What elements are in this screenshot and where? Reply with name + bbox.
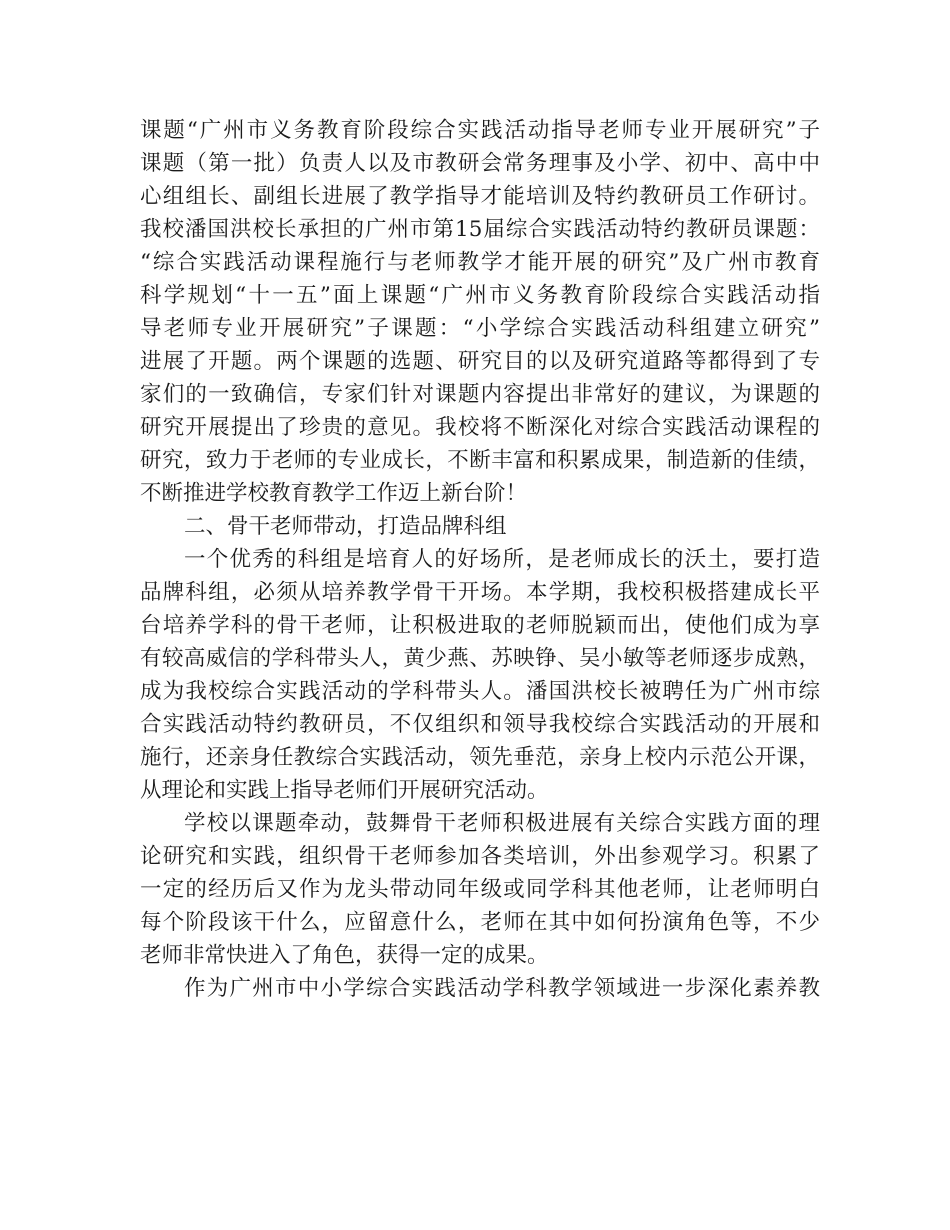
text-line: 研究，致力于老师的专业成长，不断丰富和积累成果，制造新的佳绩，	[140, 448, 820, 473]
text-line: 不断推进学校教育教学工作迈上新台阶！	[140, 481, 528, 506]
document-body	[140, 114, 820, 1005]
text-line: 每个阶段该干什么，应留意什么，老师在其中如何扮演角色等，不少	[140, 910, 820, 935]
text-line: 导老师专业开展研究”子课题：“小学综合实践活动科组建立研究”	[140, 316, 820, 341]
text-line: “综合实践活动课程施行与老师教学才能开展的研究”及广州市教育	[140, 250, 820, 275]
text-line: 合实践活动特约教研员，不仅组织和领导我校综合实践活动的开展和	[140, 712, 820, 737]
text-line: 作为广州市中小学综合实践活动学科教学领域进一步深化素养教	[184, 976, 820, 1001]
text-line: 科学规划“十一五”面上课题“广州市义务教育阶段综合实践活动指	[140, 283, 820, 308]
text-line: 施行，还亲身任教综合实践活动，领先垂范，亲身上校内示范公开课，	[140, 745, 820, 770]
text-line: 进展了开题。两个课题的选题、研究目的以及研究道路等都得到了专	[140, 349, 820, 374]
text-line: 台培养学科的骨干老师，让积极进取的老师脱颖而出，使他们成为享	[140, 613, 820, 638]
text-line: 心组组长、副组长进展了教学指导才能培训及特约教研员工作研讨。	[140, 184, 820, 209]
text-line: 我校潘国洪校长承担的广州市第15届综合实践活动特约教研员课题：	[140, 217, 820, 242]
text-line: 论研究和实践，组织骨干老师参加各类培训，外出参观学习。积累了	[140, 844, 820, 869]
text-line: 一定的经历后又作为龙头带动同年级或同学科其他老师，让老师明白	[140, 877, 820, 902]
text-line: 课题（第一批）负责人以及市教研会常务理事及小学、初中、高中中	[140, 151, 820, 176]
text-line: 研究开展提出了珍贵的意见。我校将不断深化对综合实践活动课程的	[140, 415, 820, 440]
text-line: 有较高威信的学科带头人，黄少燕、苏映铮、吴小敏等老师逐步成熟，	[140, 646, 820, 671]
text-line: 二、骨干老师带动，打造品牌科组	[184, 514, 507, 539]
text-line: 品牌科组，必须从培养教学骨干开场。本学期，我校积极搭建成长平	[140, 580, 820, 605]
text-line: 从理论和实践上指导老师们开展研究活动。	[140, 778, 549, 803]
text-line: 课题“广州市义务教育阶段综合实践活动指导老师专业开展研究”子	[140, 118, 820, 143]
text-line: 家们的一致确信，专家们针对课题内容提出非常好的建议，为课题的	[140, 382, 820, 407]
text-line: 成为我校综合实践活动的学科带头人。潘国洪校长被聘任为广州市综	[140, 679, 820, 704]
text-line: 一个优秀的科组是培育人的好场所，是老师成长的沃土，要打造	[184, 547, 820, 572]
text-line: 老师非常快进入了角色，获得一定的成果。	[140, 943, 549, 968]
text-line: 学校以课题牵动，鼓舞骨干老师积极进展有关综合实践方面的理	[184, 811, 820, 836]
